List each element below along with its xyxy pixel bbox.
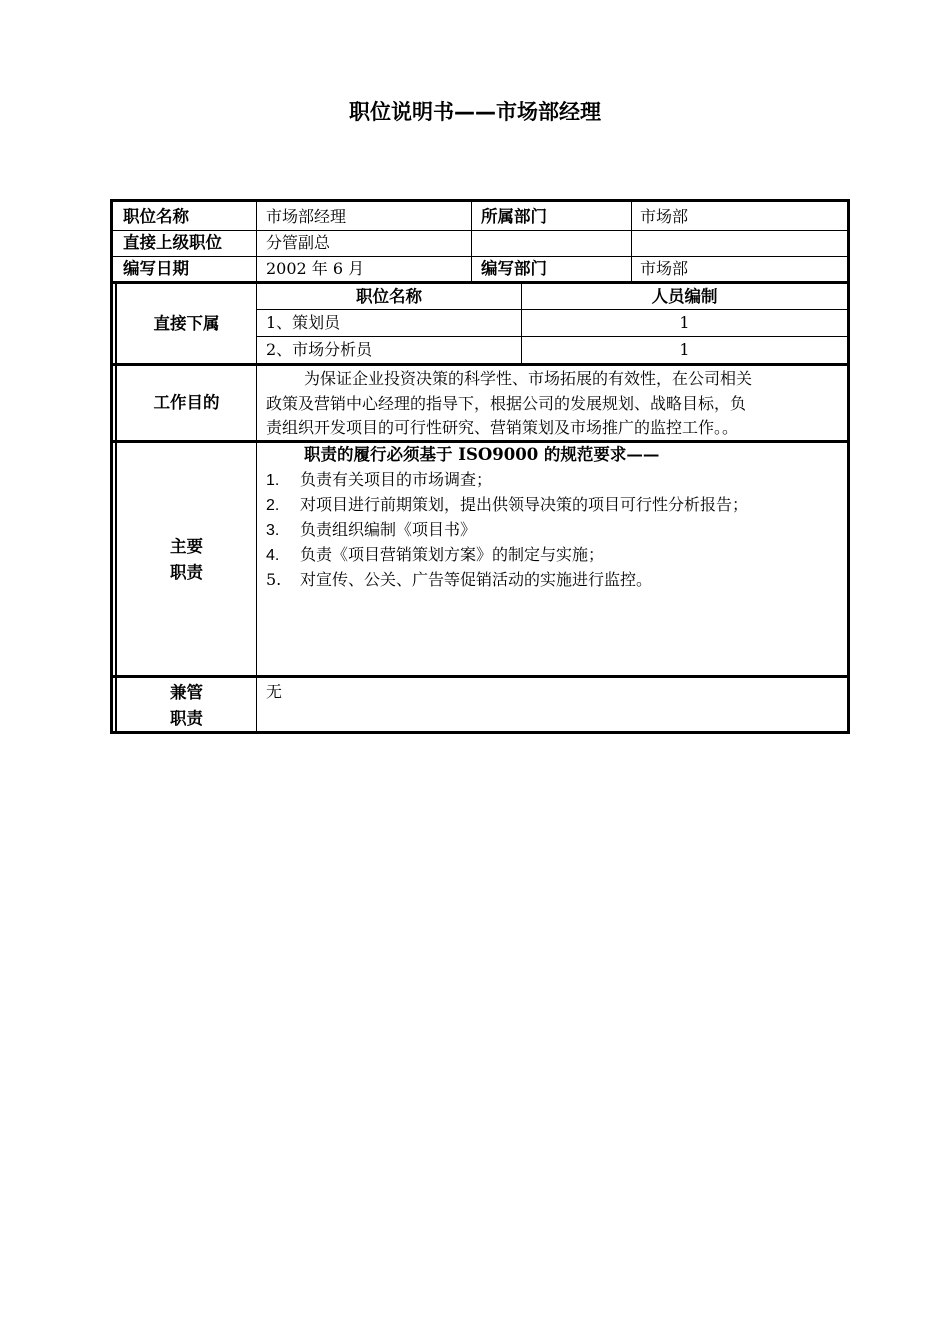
column-divider	[115, 282, 117, 731]
duty-item	[266, 567, 652, 593]
subordinates-label: 直接下属	[153, 314, 220, 333]
duty-number: 5.	[266, 570, 282, 589]
duty-item	[266, 467, 492, 494]
subordinate-name: 2、市场分析员	[266, 340, 373, 359]
date-label: 编写日期	[123, 259, 189, 278]
duty-text: 负责《项目营销策划方案》的制定与实施；	[300, 545, 605, 564]
objective-line: 责组织开发项目的可行性研究、营销策划及市场推广的监控工作。。	[266, 418, 739, 437]
sub-col-name-header: 职位名称	[356, 287, 422, 306]
duty-number: 1.	[266, 472, 280, 489]
supervisor-value: 分管副总	[266, 233, 331, 252]
duty-text: 对宣传、公关、广告等促销活动的实施进行监控。	[300, 570, 653, 589]
date-value: 2002 年 6 月	[266, 259, 365, 278]
row-divider	[113, 675, 847, 678]
department-value: 市场部	[640, 207, 689, 226]
additional-value: 无	[266, 682, 283, 701]
position-name-value: 市场部经理	[266, 207, 347, 226]
duty-number: 3.	[266, 522, 280, 539]
subordinate-count: 1	[679, 340, 690, 359]
objective-line: 政策及营销中心经理的指导下，根据公司的发展规划、战略目标，负	[266, 394, 747, 413]
duty-item	[266, 542, 604, 569]
department-label: 所属部门	[481, 207, 547, 226]
objective-line: 为保证企业投资决策的科学性、市场拓展的有效性，在公司相关	[304, 369, 753, 388]
objective-label: 工作目的	[153, 393, 220, 412]
row-divider	[113, 230, 847, 231]
duty-number: 2.	[266, 497, 280, 514]
additional-label: 兼管	[170, 683, 203, 702]
sub-col-count-header: 人员编制	[651, 287, 718, 306]
column-divider	[631, 202, 632, 281]
column-divider	[256, 202, 257, 731]
author-dept-label: 编写部门	[481, 259, 547, 278]
duties-label: 主要	[170, 537, 203, 556]
duty-item	[266, 517, 476, 544]
additional-label: 职责	[170, 709, 203, 728]
duty-item	[266, 492, 748, 519]
duty-text: 负责有关项目的市场调查；	[300, 470, 493, 489]
duties-heading: 职责的履行必须基于 ISO9000 的规范要求——	[304, 445, 660, 464]
row-divider	[113, 256, 847, 257]
author-dept-value: 市场部	[640, 259, 689, 278]
duty-text: 对项目进行前期策划，提出供领导决策的项目可行性分析报告；	[300, 495, 749, 514]
duty-text: 负责组织编制《项目书》	[300, 520, 477, 539]
column-divider	[471, 202, 472, 281]
duties-label: 职责	[170, 563, 203, 582]
page-title: 职位说明书——市场部经理	[349, 100, 601, 124]
duty-number: 4.	[266, 547, 280, 564]
subordinate-name: 1、策划员	[266, 313, 341, 332]
subordinate-count: 1	[679, 313, 690, 332]
supervisor-label: 直接上级职位	[123, 233, 222, 252]
position-name-label: 职位名称	[123, 207, 189, 226]
